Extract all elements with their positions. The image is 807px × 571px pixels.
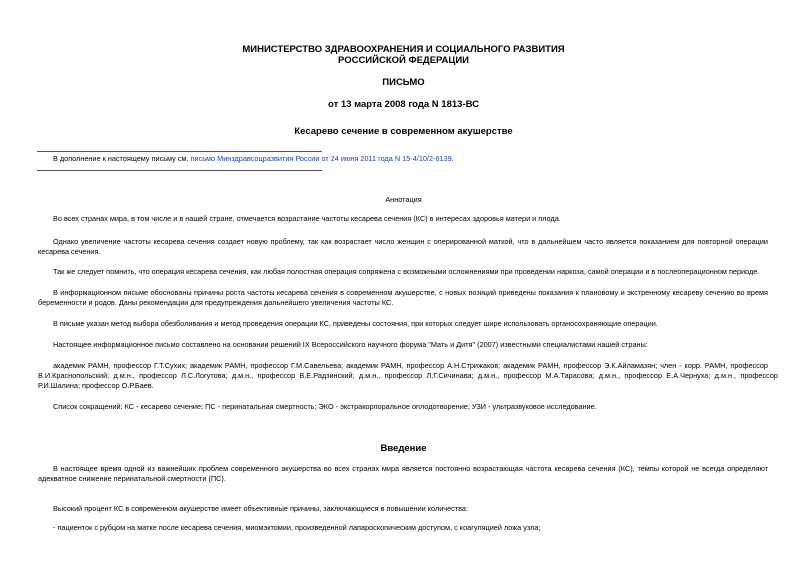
annotation-paragraph-4-line-1: В информационном письме обоснованы причины роста частоты кесарева сечения в современном акушерстве, с новых позиций приведены показания к плановому и экстренному кесареву сечению во время [53, 288, 768, 297]
note-line [53, 154, 454, 165]
annotation-heading: Аннотация [385, 195, 422, 204]
annotation-paragraph-5: В письме указан метод выбора обезболивания и метод проведения операции КС, приведены состояния, при которых следует шире использовать органосохраняющие операции. [53, 319, 658, 328]
note-rule-top [37, 151, 322, 152]
note-suffix: . [451, 154, 454, 163]
annotation-paragraph-2-line-2: кесарева сечения. [38, 247, 101, 256]
ministry-title: МИНИСТЕРСТВО ЗДРАВООХРАНЕНИЯ И СОЦИАЛЬНОГО РАЗВИТИЯ [242, 44, 565, 55]
intro-paragraph-1-line-2: адекватное снижение перинатальной смертности (ПС). [38, 474, 226, 483]
abbreviations-list: Список сокращений: КС - кесарево сечение; ПС - перинатальная смертность; ЭКО - экстракорпоральное оплодотворение; УЗИ - ультразвуковое исследование. [53, 402, 597, 411]
annotation-paragraph-4-line-2: беременности и родов. Даны рекомендации для предупреждения дальнейшего увеличения частоты КС. [38, 298, 394, 307]
doc-date-number: от 13 марта 2008 года N 1813-ВС [328, 99, 479, 110]
doc-title: Кесарево сечение в современном акушерстве [294, 126, 513, 137]
intro-paragraph-2: Высокий процент КС в современном акушерстве имеет объективные причины, заключающиеся в повышении количества: [53, 504, 469, 513]
intro-paragraph-3: - пациенток с рубцом на матке после кесарева сечения, миомэктомии, произведенной лапароскопическим доступом, с коагуляцией ложа узла; [53, 523, 541, 532]
related-letter-link[interactable]: письмо Минздравсоцразвития России от 24 июня 2011 года N 15-4/10/2-6139 [190, 154, 452, 163]
authors-line-1: академик РАМН, профессор Г.Т.Сухих; академик РАМН, профессор Г.М.Савельева; академик РАМН, профессор А.Н.Стрижаков; академик РАМН, профессор Э.К.Айламазян; член - корр. РАМН, профессор [53, 361, 768, 370]
doc-type: ПИСЬМО [382, 77, 425, 88]
annotation-paragraph-6: Настоящее информационное письмо составлено на основании решений IX Всероссийского научного форума "Мать и Дитя" (2007) известными специалистами нашей страны: [53, 340, 648, 349]
authors-line-2: В.И.Краснопольский; д.м.н., профессор Л.С.Логутова; д.м.н., профессор В.Е.Радзинский; д.м.н., профессор Л.Г.Сичинава; д.м.н., профессор М.А.Тарасова; д.м.н., профессор Е.А.Чернуха; д.м.н., профессор [38, 371, 778, 380]
note-rule-bottom [37, 170, 322, 171]
federation-title: РОССИЙСКОЙ ФЕДЕРАЦИИ [337, 55, 469, 66]
authors-line-3: Р.И.Шалина; профессор О.Р.Баев. [38, 381, 154, 390]
annotation-paragraph-3: Так же следует помнить, что операция кесарева сечения, как любая полостная операция сопряжена с возможными осложнениями при проведении наркоза, самой операции и в послеоперационном периоде. [53, 267, 760, 276]
intro-heading: Введение [380, 443, 427, 454]
note-prefix: В дополнение к настоящему письму см. [53, 154, 191, 163]
annotation-paragraph-2-line-1: Однако увеличение частоты кесарева сечения создает новую проблему, так как возрастает число женщин с оперированной маткой, что в дальнейшем часто является показанием для повторной операции [53, 237, 768, 246]
annotation-paragraph-1: Во всех странах мира, в том числе и в нашей стране, отмечается возрастание частоты кесарева сечения (КС) в интересах здоровья матери и плода. [53, 214, 561, 223]
intro-paragraph-1-line-1: В настоящее время одной из важнейших проблем современного акушерства во всех странах мира является постоянно возрастающая частота кесарева сечения (КС), темпы которой не всегда определяют [53, 464, 768, 473]
